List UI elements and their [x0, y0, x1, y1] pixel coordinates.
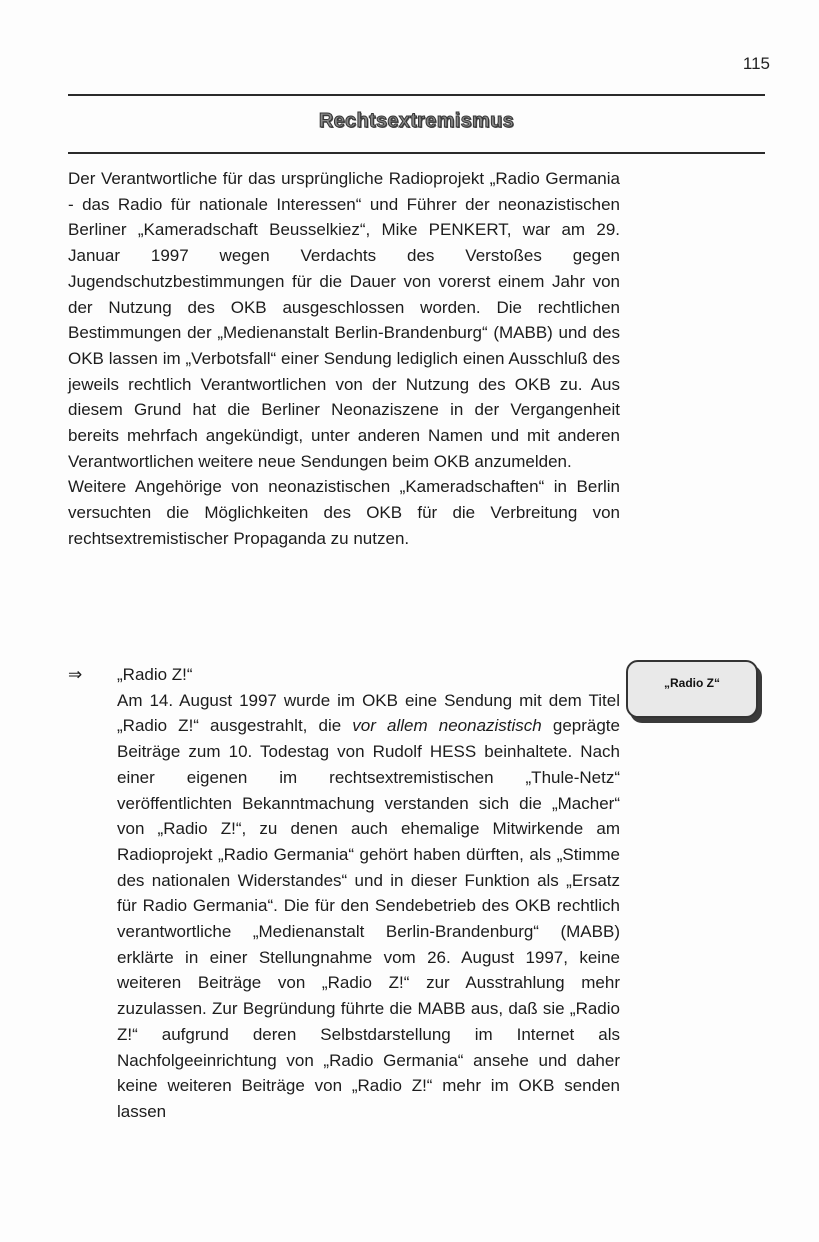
section-text-1: Am 14. August 1997 wurde im OKB eine Sendung mit dem Titel „Radio Z!“ ausgestrahlt, die [117, 690, 620, 736]
margin-label: „Radio Z“ [664, 676, 720, 690]
header-rule-top [68, 94, 765, 96]
section-text-2: geprägte Beiträge zum 10. Todestag von Rudolf HESS beinhaltete. Nach einer eigenen im rechtsextremistischen „Thule-Netz“ veröffentlichten Bekanntmachung verstanden sich die „Macher“ von „Radio Z!“, zu denen auch ehemalige Mitwirkende am Radioprojekt „Radio Germania“ gehört haben dürften, als „Stimme des nationalen Widerstandes“ und in dieser Funktion als „Ersatz für Radio Germania“. Die für den Sendebetrieb des OKB rechtlich verantwortliche „Medienanstalt Berlin-Brandenburg“ (MABB) erklärte in einer Stellungnahme vom 26. August 1997, keine weiteren Beiträge von „Radio Z!“ zur Ausstrahlung mehr zuzulassen. Zur Begründung führte die MABB aus, daß sie „Radio Z!“ aufgrund deren Selbstdarstellung im Internet als Nachfolgeeinrichtung von „Radio Germania“ ansehe und daher keine weiteren Beiträge von „Radio Z!“ mehr im OKB senden lassen [117, 716, 620, 1121]
intro-paragraph-1: Der Verantwortliche für das ursprüngliche Radioprojekt „Radio Germania - das Radio für nationale Interessen“ und Führer der neonazistischen Berliner „Kameradschaft Beusselkiez“, Mike PENKERT, war am 29. Januar 1997 wegen Verdachts des Verstoßes gegen Jugendschutzbestimmungen für die Dauer von vorerst einem Jahr von der Nutzung des OKB ausgeschlossen worden. Die rechtlichen Bestimmungen der „Medienanstalt Berlin-Brandenburg“ (MABB) und des OKB lassen im „Verbotsfall“ einer Sendung lediglich einen Ausschluß des jeweils rechtlich Verantwortlichen von der Nutzung des OKB zu. Aus diesem Grund hat die Berliner Neonaziszene in der Vergangenheit bereits mehrfach angekündigt, unter anderen Namen und mit anderen Verantwortlichen weitere neue Sendungen beim OKB anzumelden. [68, 169, 620, 471]
chapter-title: Rechtsextremismus [318, 110, 515, 132]
intro-paragraph-2: Weitere Angehörige von neonazistischen „Kameradschaften“ in Berlin versuchten die Möglichkeiten des OKB für die Verbreitung von rechtsextremistischer Propaganda zu nutzen. [68, 477, 620, 548]
margin-label-box [626, 660, 758, 718]
double-arrow-icon: ⇒ [68, 665, 83, 684]
section-heading: „Radio Z!“ [117, 665, 193, 684]
section-paragraph [117, 688, 620, 1125]
body-text [68, 166, 620, 552]
bullet-body [117, 662, 620, 1125]
header-rule-bottom [68, 152, 765, 154]
section-text-italic: vor allem neonazistisch [352, 716, 542, 736]
page-number: 115 [742, 54, 770, 73]
